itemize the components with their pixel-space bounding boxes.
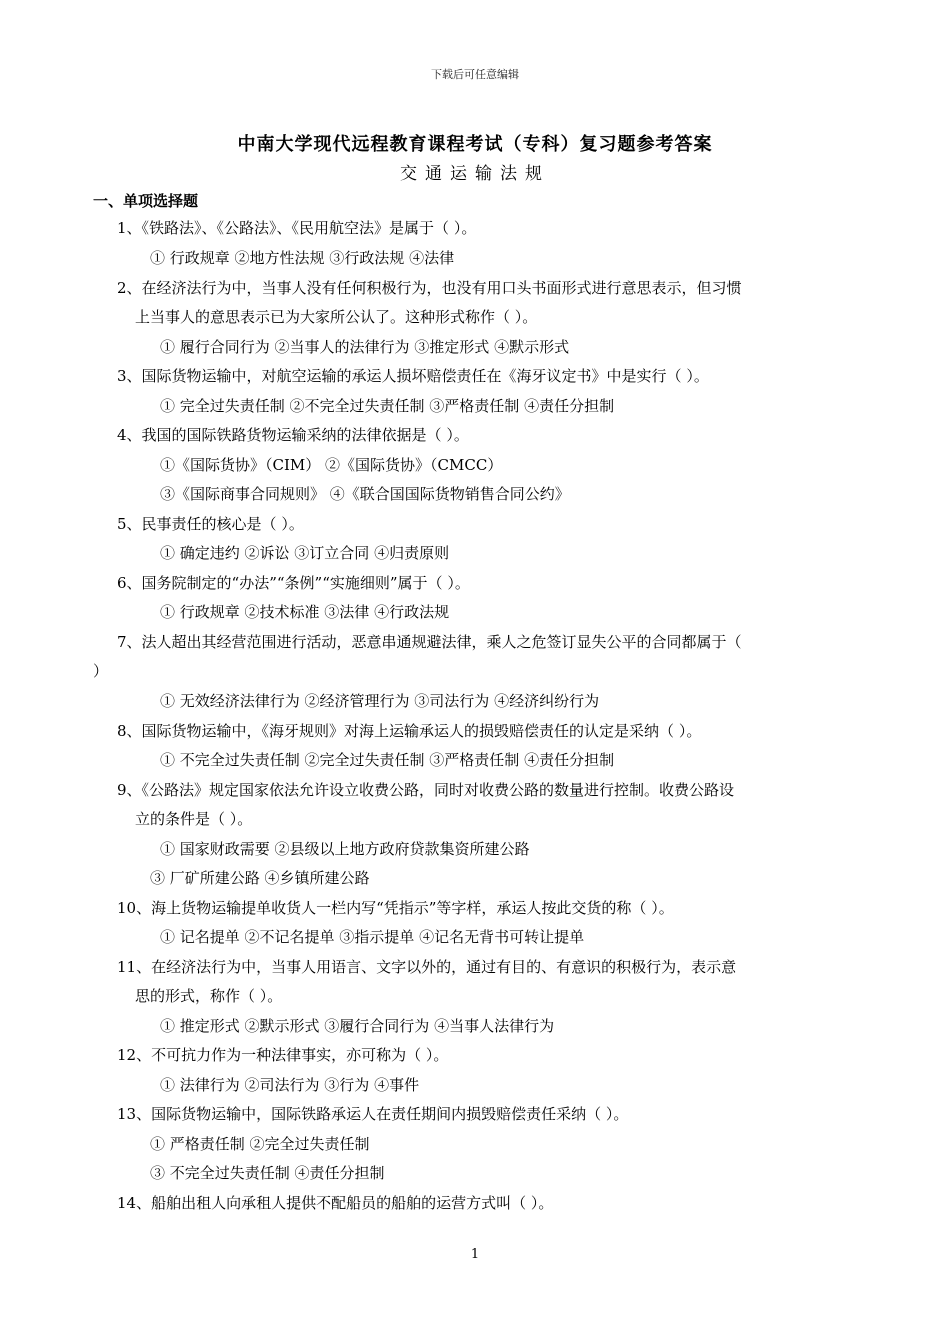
question-line: ） [93,662,109,680]
option-line: ① 行政规章 ②技术标准 ③法律 ④行政法规 [160,603,450,621]
option-line: ① 完全过失责任制 ②不完全过失责任制 ③严格责任制 ④责任分担制 [160,397,615,415]
page-number: 1 [470,1247,480,1262]
question-line: 3、国际货物运输中，对航空运输的承运人损坏赔偿责任在《海牙议定书》中是实行（ ）。 [117,367,709,385]
document-title: 中南大学现代远程教育课程考试（专科）复习题参考答案 [237,134,713,155]
option-line: ① 履行合同行为 ②当事人的法律行为 ③推定形式 ④默示形式 [160,338,570,356]
option-line: ① 记名提单 ②不记名提单 ③指示提单 ④记名无背书可转让提单 [160,928,585,946]
option-line: ③《国际商事合同规则》 ④《联合国国际货物销售合同公约》 [160,485,570,503]
section-heading: 一、单项选择题 [93,192,199,210]
question-line: 2、在经济法行为中，当事人没有任何积极行为，也没有用口头书面形式进行意思表示，但习惯 [117,279,742,297]
option-line: ① 严格责任制 ②完全过失责任制 [150,1135,370,1153]
question-line: 7、法人超出其经营范围进行活动，恶意串通规避法律，乘人之危签订显失公平的合同都属于（ [117,633,742,651]
option-line: ①《国际货协》（CIM） ②《国际货协》（CMCC） [160,456,503,474]
question-line: 14、船舶出租人向承租人提供不配船员的船舶的运营方式叫（ ）。 [117,1194,554,1212]
option-line: ① 法律行为 ②司法行为 ③行为 ④事件 [160,1076,420,1094]
option-line: ① 国家财政需要 ②县级以上地方政府贷款集资所建公路 [160,840,530,858]
document-subtitle: 交通运输法规 [400,164,550,184]
option-line: ③ 厂矿所建公路 ④乡镇所建公路 [150,869,370,887]
question-line: 9、《公路法》规定国家依法允许设立收费公路，同时对收费公路的数量进行控制。收费公路设 [117,781,735,799]
question-line: 12、不可抗力作为一种法律事实，亦可称为（ ）。 [117,1046,449,1064]
question-line: 立的条件是（ ）。 [135,810,253,828]
question-line: 5、民事责任的核心是（ ）。 [117,515,304,533]
option-line: ① 无效经济法律行为 ②经济管理行为 ③司法行为 ④经济纠纷行为 [160,692,600,710]
option-line: ① 不完全过失责任制 ②完全过失责任制 ③严格责任制 ④责任分担制 [160,751,615,769]
question-line: 11、在经济法行为中，当事人用语言、文字以外的，通过有目的、有意识的积极行为，表示意 [117,958,737,976]
question-line: 10、海上货物运输提单收货人一栏内写“凭指示”等字样，承运人按此交货的称（ ）。 [117,899,674,917]
question-line: 13、国际货物运输中，国际铁路承运人在责任期间内损毁赔偿责任采纳（ ）。 [117,1105,629,1123]
option-line: ① 行政规章 ②地方性法规 ③行政法规 ④法律 [150,249,455,267]
header-note: 下载后可任意编辑 [431,68,519,81]
question-line: 8、国际货物运输中，《海牙规则》对海上运输承运人的损毁赔偿责任的认定是采纳（ ）。 [117,722,702,740]
option-line: ① 推定形式 ②默示形式 ③履行合同行为 ④当事人法律行为 [160,1017,555,1035]
question-line: 思的形式，称作（ ）。 [135,987,283,1005]
question-line: 6、国务院制定的“办法”“条例”“实施细则”属于（ ）。 [117,574,470,592]
option-line: ③ 不完全过失责任制 ④责任分担制 [150,1164,385,1182]
question-line: 上当事人的意思表示已为大家所公认了。这种形式称作（ ）。 [135,308,538,326]
option-line: ① 确定违约 ②诉讼 ③订立合同 ④归责原则 [160,544,450,562]
question-line: 4、我国的国际铁路货物运输采纳的法律依据是（ ）。 [117,426,469,444]
question-line: 1、《铁路法》、《公路法》、《民用航空法》是属于（ ）。 [117,219,477,237]
